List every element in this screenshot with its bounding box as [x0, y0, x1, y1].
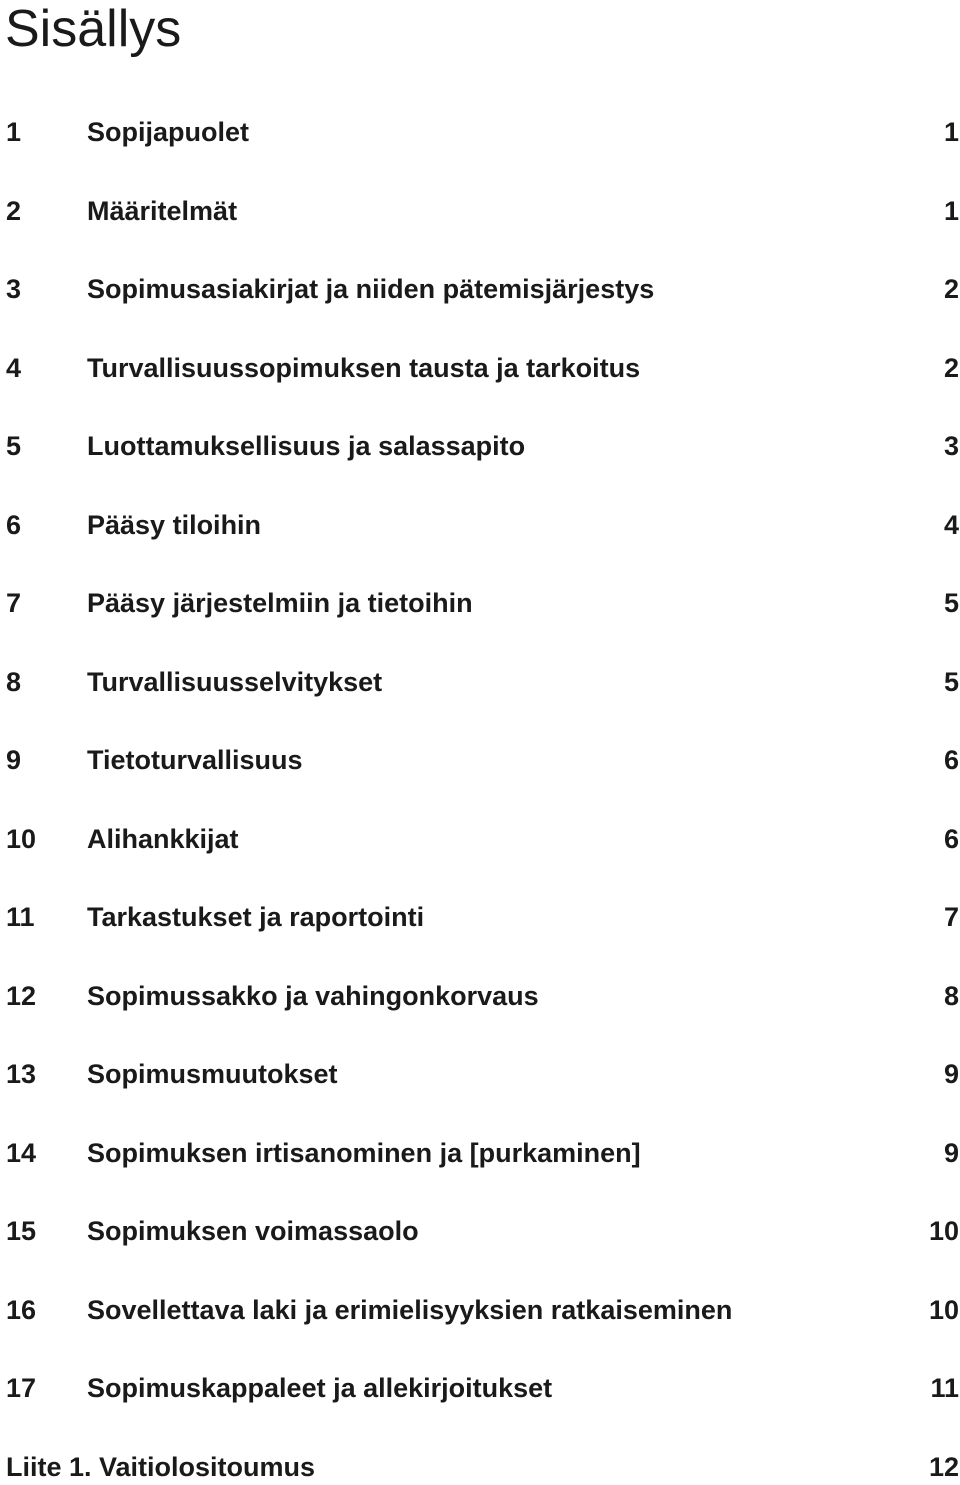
toc-entry-number: 2	[6, 196, 22, 226]
toc-entry-number: 16	[6, 1295, 37, 1325]
toc-entry-number: 4	[6, 353, 22, 383]
toc-entry-number: 3	[6, 274, 22, 304]
toc-entry-page: 5	[943, 588, 959, 618]
toc-entry-number: 8	[6, 667, 22, 697]
toc-entry-number: 15	[6, 1216, 37, 1246]
toc-entry-number: 10	[6, 824, 37, 854]
toc-entry-page: 9	[943, 1059, 959, 1089]
toc-entry-title: Turvallisuussopimuksen tausta ja tarkoitus	[87, 353, 641, 383]
toc-entry-number: 6	[6, 510, 22, 540]
toc-entry-page: 1	[943, 196, 959, 226]
toc-entry-title: Sopimuksen voimassaolo	[87, 1216, 419, 1246]
page-title: Sisällys	[5, 0, 182, 58]
toc-entry-title: Sopimuksen irtisanominen ja [purkaminen]	[87, 1138, 641, 1168]
toc-entry-title: Sopimuskappaleet ja allekirjoitukset	[87, 1373, 553, 1403]
toc-entry[interactable]	[0, 1056, 960, 1092]
toc-entry-number: 12	[6, 981, 37, 1011]
toc-entry[interactable]	[0, 193, 960, 229]
toc-entry-page: 5	[943, 667, 959, 697]
toc-entry-number: 5	[6, 431, 22, 461]
toc-entry-title: Sopijapuolet	[87, 117, 249, 147]
toc-entry-page: 10	[928, 1216, 959, 1246]
toc-entry[interactable]	[0, 350, 960, 386]
toc-entry-title: Luottamuksellisuus ja salassapito	[87, 431, 526, 461]
toc-entry-title: Sopimussakko ja vahingonkorvaus	[87, 981, 539, 1011]
toc-entry-page: 9	[943, 1138, 959, 1168]
toc-entry[interactable]	[0, 1135, 960, 1171]
toc-appendix-title: Liite 1. Vaitiolositoumus	[6, 1452, 316, 1482]
toc-entry-page: 6	[943, 745, 959, 775]
toc-entry[interactable]	[0, 428, 960, 464]
toc-entry-title: Pääsy järjestelmiin ja tietoihin	[87, 588, 473, 618]
toc-entry-title: Sopimusmuutokset	[87, 1059, 338, 1089]
toc-entry-number: 7	[6, 588, 22, 618]
toc-entry-page: 8	[943, 981, 959, 1011]
toc-entry[interactable]	[0, 821, 960, 857]
toc-entry[interactable]	[0, 271, 960, 307]
toc-entry[interactable]	[0, 664, 960, 700]
toc-entry-page: 11	[930, 1373, 959, 1403]
toc-entry[interactable]	[0, 742, 960, 778]
toc-entry[interactable]	[0, 114, 960, 150]
toc-entry-title: Tietoturvallisuus	[87, 745, 303, 775]
toc-entry-page: 4	[943, 510, 959, 540]
toc-entry-page: 2	[943, 274, 959, 304]
toc-entry-title: Sovellettava laki ja erimielisyyksien ratkaiseminen	[87, 1295, 733, 1325]
toc-entry[interactable]	[0, 1213, 960, 1249]
toc-entry-number: 17	[6, 1373, 37, 1403]
toc-entry-page: 6	[943, 824, 959, 854]
toc-entry-title: Sopimusasiakirjat ja niiden pätemisjärjestys	[87, 274, 655, 304]
toc-entry-number: 13	[6, 1059, 37, 1089]
toc-entry-page: 10	[928, 1295, 959, 1325]
toc-entry-number: 14	[6, 1138, 37, 1168]
toc-entry-title: Alihankkijat	[87, 824, 239, 854]
toc-entry-page: 3	[943, 431, 959, 461]
toc-entry-number: 1	[6, 117, 22, 147]
toc-appendix-page: 12	[928, 1452, 959, 1482]
toc-entry-number: 11	[6, 902, 35, 932]
toc-entry[interactable]	[0, 899, 960, 935]
toc-entry[interactable]	[0, 1370, 960, 1406]
toc-entry-page: 1	[943, 117, 959, 147]
toc-entry-title: Määritelmät	[87, 196, 238, 226]
toc-entry[interactable]	[0, 978, 960, 1014]
toc-entry-title: Turvallisuusselvitykset	[87, 667, 383, 697]
toc-entry[interactable]	[0, 1292, 960, 1328]
toc-entry-number: 9	[6, 745, 22, 775]
toc-entry-title: Tarkastukset ja raportointi	[87, 902, 425, 932]
toc-entry[interactable]	[0, 585, 960, 621]
toc-entry[interactable]	[0, 507, 960, 543]
toc-appendix-entry[interactable]	[0, 1449, 960, 1485]
toc-entry-page: 7	[943, 902, 959, 932]
toc-entry-page: 2	[943, 353, 959, 383]
toc-entry-title: Pääsy tiloihin	[87, 510, 262, 540]
